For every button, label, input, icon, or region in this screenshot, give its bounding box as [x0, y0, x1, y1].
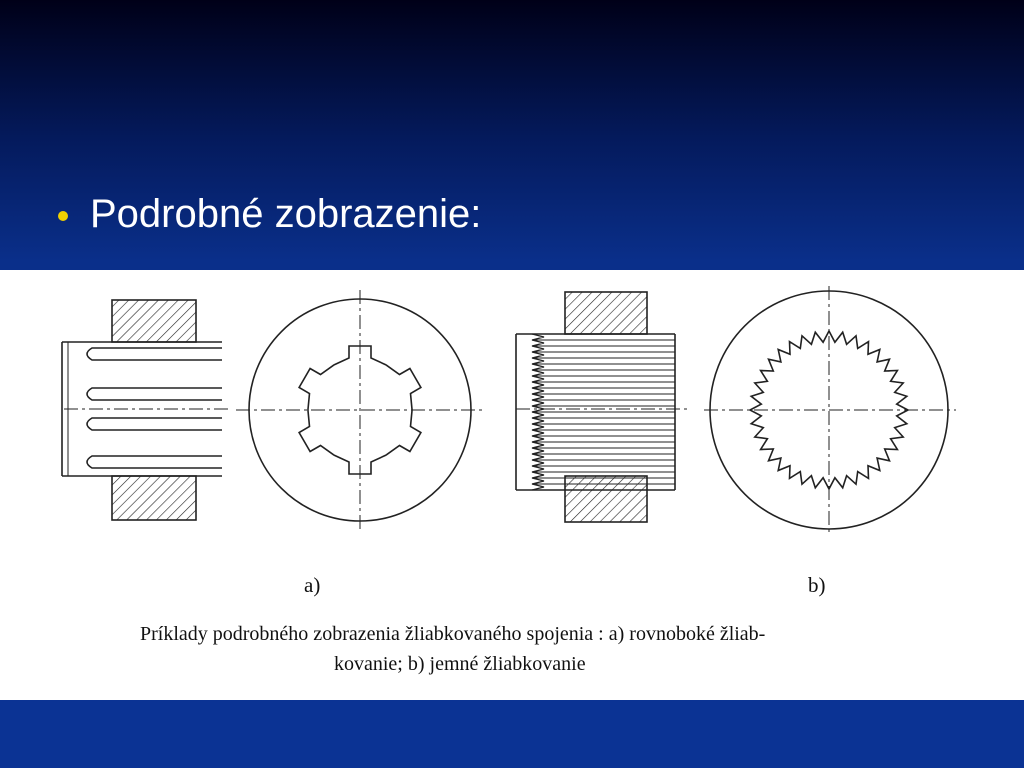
fine-spline-lines: [532, 334, 675, 490]
spline-groove-1: [87, 348, 222, 360]
title-row: [58, 186, 481, 242]
hub-top-section: [112, 300, 196, 342]
label-a: a): [304, 573, 321, 597]
bottom-band: [0, 700, 1024, 768]
spline-drawing: [0, 270, 1024, 700]
spline-figure: [0, 270, 1024, 700]
hub-bottom-section-b: [565, 476, 647, 522]
spline-groove-4: [87, 456, 222, 468]
rect-spline-cross-section: [236, 290, 484, 532]
caption-line-2: kovanie; b) jemné žliabkovanie: [334, 653, 586, 675]
spline-groove-2: [87, 388, 222, 400]
spline-groove-3: [87, 418, 222, 430]
bullet-icon: [58, 211, 68, 221]
hub-bottom-section: [112, 476, 196, 520]
fine-spline-side-view: [516, 292, 690, 522]
fine-spline-cross-section: [704, 286, 956, 534]
slide-title: Podrobné zobrazenie:: [90, 192, 482, 236]
caption-line-1: Príklady podrobného zobrazenia žliabkovaného spojenia : a) rovnoboké žliab-: [140, 623, 766, 645]
hub-top-section-b: [565, 292, 647, 334]
rect-spline-side-view: [62, 300, 230, 520]
label-b: b): [808, 573, 826, 597]
